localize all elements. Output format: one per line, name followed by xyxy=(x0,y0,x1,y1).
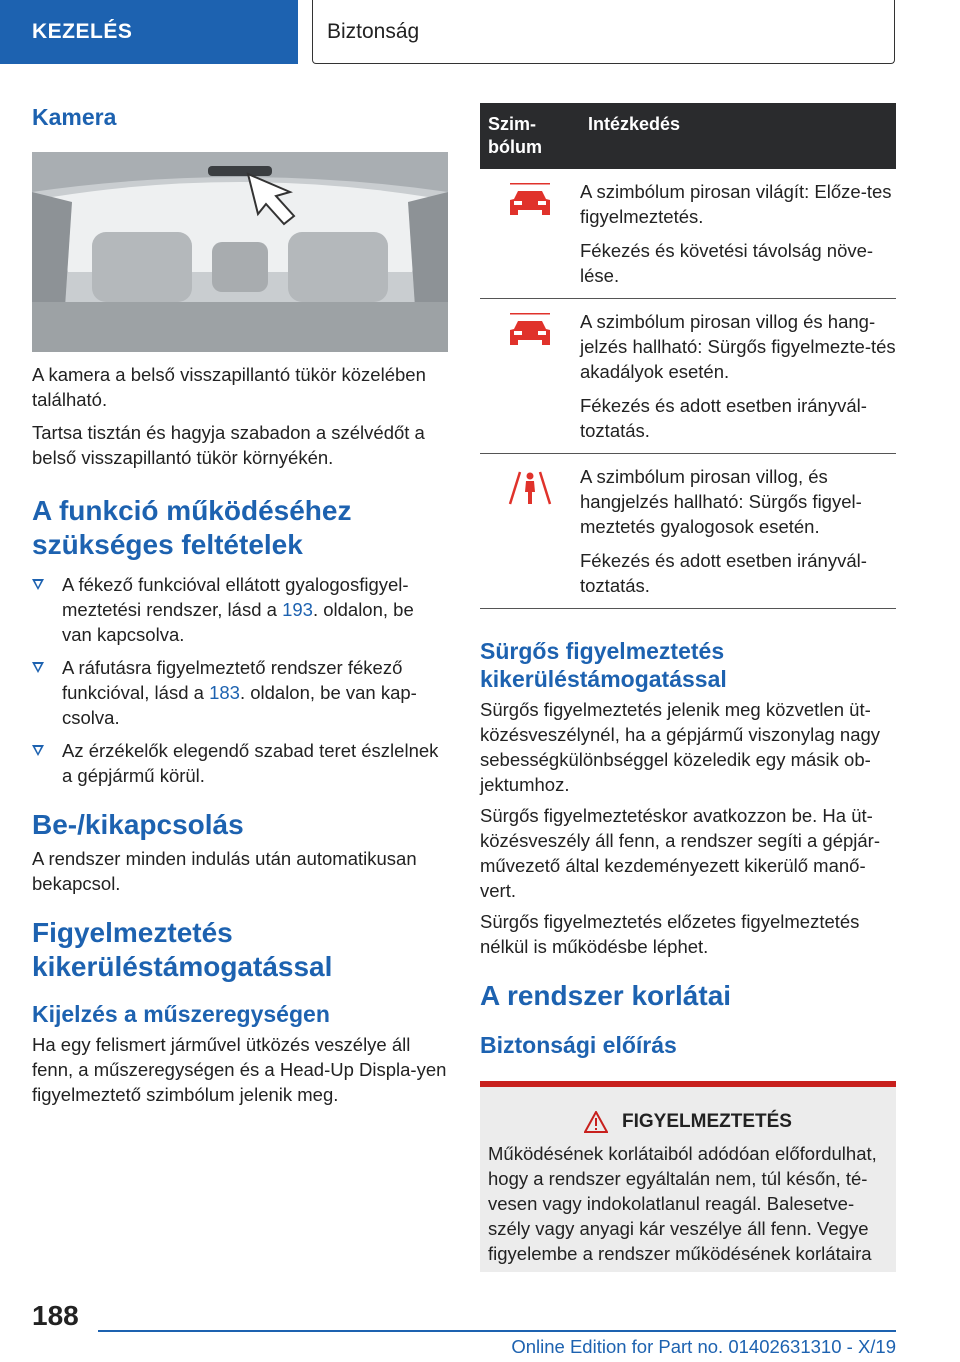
row-text-primary: A szimbólum pirosan világít: Előze-tes figyelmeztetés. xyxy=(580,181,892,227)
row-text-primary: A szimbólum pirosan villog és hang-jelzés hallható: Sürgős figyelmezte-tés akadályok esetén. xyxy=(580,311,896,382)
safety-heading: Biztonsági előírás xyxy=(480,1032,677,1058)
table-row xyxy=(480,299,896,454)
table-row xyxy=(480,169,896,299)
action-column-header: Intézkedés xyxy=(580,103,896,169)
right-column xyxy=(480,103,896,1272)
left-column xyxy=(32,100,448,1107)
symbol-column-header: Szim-bólum xyxy=(480,103,580,169)
display-heading: Kijelzés a műszeregységen xyxy=(32,1001,330,1027)
triangle-bullet-icon xyxy=(32,579,44,590)
row-text-action: Fékezés és követési távolság növe-lése. xyxy=(580,240,874,286)
requirement-item: A fékező funkcióval ellátott gyalogosfigyel-meztetési rendszer, lásd a 193. oldalon, be van kapcsolva. xyxy=(32,572,448,647)
requirements-list xyxy=(32,572,448,788)
row-text-action: Fékezés és adott esetben irányvál-toztatás. xyxy=(580,550,867,596)
onoff-text: A rendszer minden indulás után automatikusan bekapcsol. xyxy=(32,848,417,894)
requirements-heading: A funkció működéséhez szükséges feltételek xyxy=(32,495,352,560)
requirement-item: A ráfutásra figyelmeztető rendszer fékező funkcióval, lásd a 183. oldalon, be van kap-csolva. xyxy=(32,655,448,730)
warning-label: FIGYELMEZTETÉS xyxy=(622,1111,792,1132)
onoff-heading: Be-/kikapcsolás xyxy=(32,809,244,840)
pedestrian-warning-icon xyxy=(506,468,554,508)
display-text: Ha egy felismert járművel ütközés veszélye áll fenn, a műszeregységen és a Head-Up Displa-yen figyelmeztető szimbólum jelenik meg. xyxy=(32,1034,447,1105)
car-interior-illustration xyxy=(32,152,448,352)
symbol-table xyxy=(480,103,896,609)
triangle-bullet-icon xyxy=(32,745,44,756)
urgent-text-1: Sürgős figyelmeztetés jelenik meg közvetlen üt-közésveszélynél, ha a gépjármű viszonylag nagy sebességkülönbséggel közeledik egy másik ob-jektumhoz. xyxy=(480,699,881,795)
camera-text-1: A kamera a belső visszapillantó tükör közelében található. xyxy=(32,364,426,410)
car-warning-icon xyxy=(506,183,554,217)
warning-box xyxy=(480,1081,896,1272)
camera-heading: Kamera xyxy=(32,104,117,130)
car-warning-icon xyxy=(506,313,554,347)
page-number: 188 xyxy=(32,1300,79,1331)
urgent-heading: Sürgős figyelmeztetés kikerüléstámogatással xyxy=(480,638,727,692)
row-text-action: Fékezés és adott esetben irányvál-toztatás. xyxy=(580,395,867,441)
footer-edition: Online Edition for Part no. 01402631310 - X/19 xyxy=(511,1336,896,1357)
camera-interior-photo xyxy=(32,152,448,352)
warning-text: Működésének korlátaiból adódóan előfordulhat, hogy a rendszer egyáltalán nem, túl későn, té-vesen vagy indokolatlanul reagál. Balesetve-szély vagy anyagi kár veszélye áll fenn. Vegye figyelembe a rendszer működésének korlátaira xyxy=(488,1143,877,1264)
page-link[interactable]: 193 xyxy=(282,599,313,620)
warning-triangle-icon xyxy=(584,1111,608,1133)
urgent-text-3: Sürgős figyelmeztetés előzetes figyelmeztetés nélkül is működésbe léphet. xyxy=(480,911,860,957)
topic-tab: Biztonság xyxy=(312,0,895,64)
section-tab: KEZELÉS xyxy=(0,0,298,64)
warning-heading: Figyelmeztetés kikerüléstámogatással xyxy=(32,917,333,982)
requirement-item: Az érzékelők elegendő szabad teret észlelnek a gépjármű körül. xyxy=(32,738,448,788)
triangle-bullet-icon xyxy=(32,662,44,673)
page-link[interactable]: 183 xyxy=(209,682,240,703)
footer-divider xyxy=(98,1330,896,1332)
row-text-primary: A szimbólum pirosan villog, és hangjelzés hallható: Sürgős figyel-meztetés gyalogosok esetén. xyxy=(580,466,862,537)
camera-text-2: Tartsa tisztán és hagyja szabadon a szélvédőt a belső visszapillantó tükör környékén. xyxy=(32,422,425,468)
table-row xyxy=(480,454,896,609)
urgent-text-2: Sürgős figyelmeztetéskor avatkozzon be. Ha üt-közésveszély áll fenn, a rendszer segíti a gépjár-művezető által kezdeményezett kikerülő manő-vert. xyxy=(480,805,881,901)
limits-heading: A rendszer korlátai xyxy=(480,980,732,1011)
